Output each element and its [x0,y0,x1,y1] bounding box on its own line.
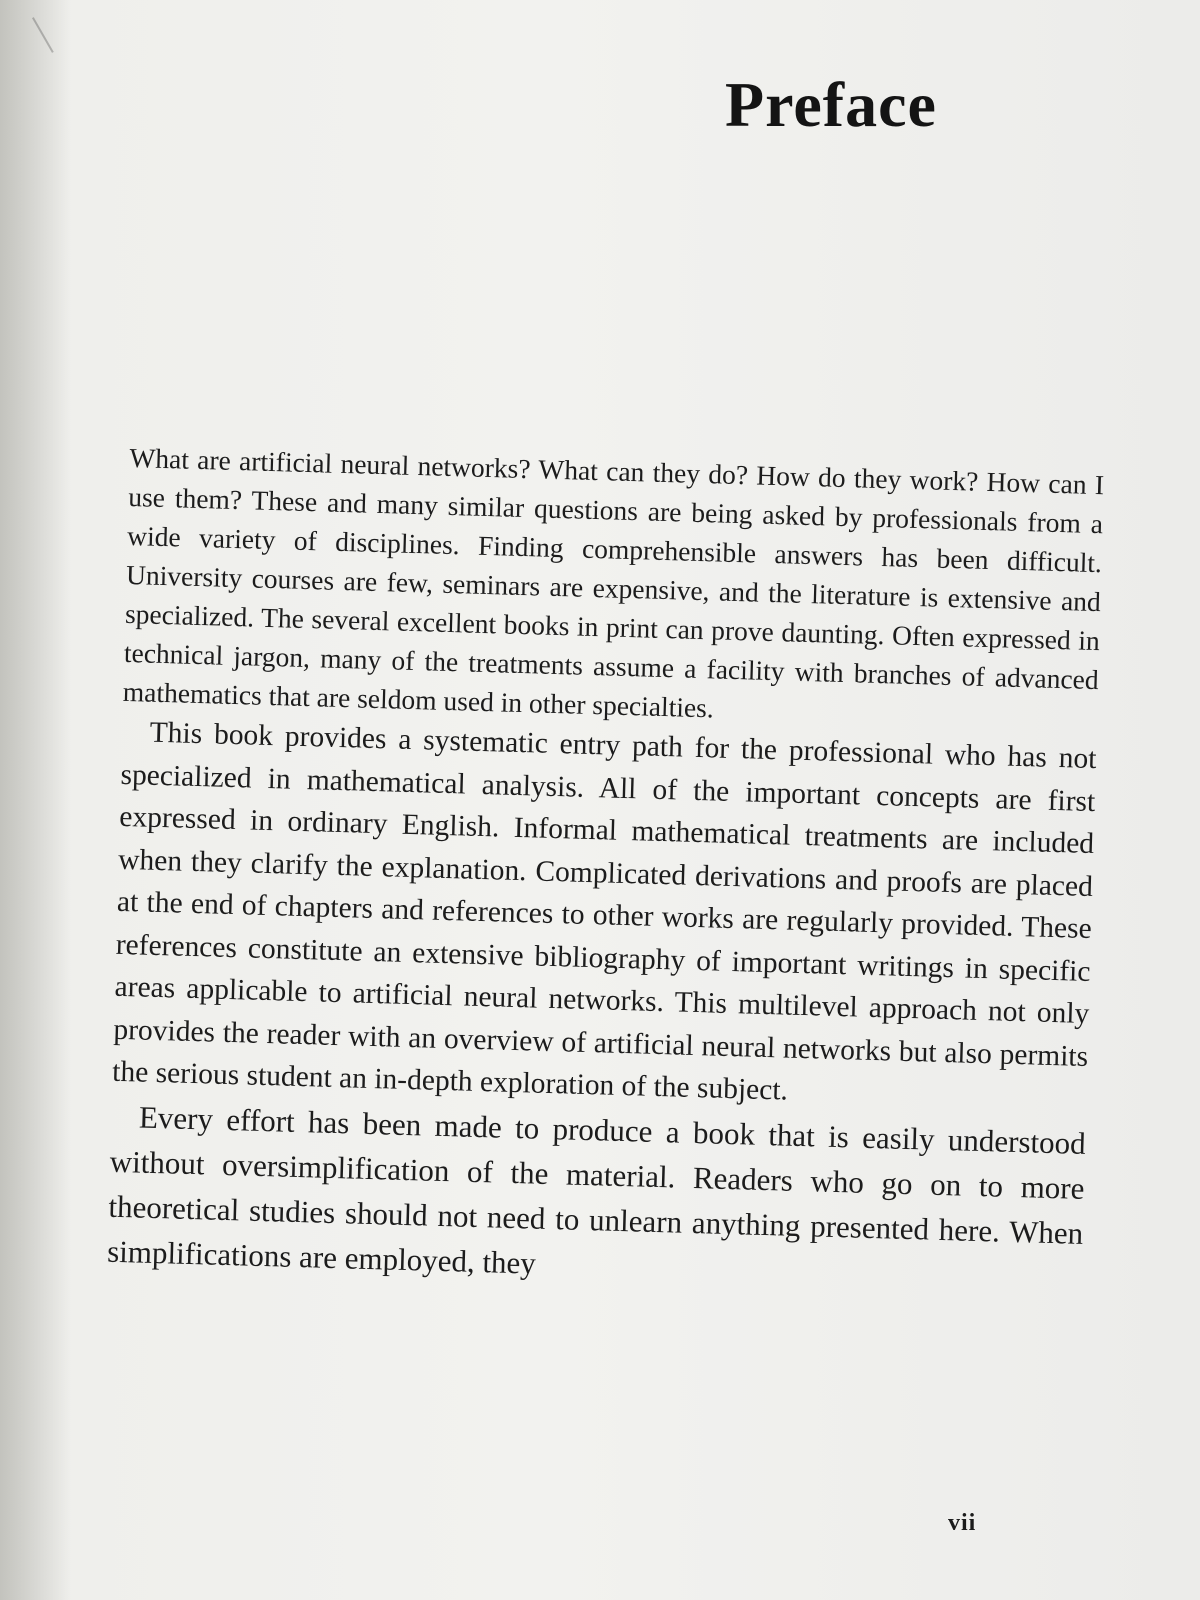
preface-body [107,438,1105,1300]
show-through-text [150,0,1130,300]
paragraph-2: This book provides a systematic entry path for the professional who has not specialized in mathematical analysis. All of the important concepts are first expressed in ordinary English. Informal mathematical treatments are included when they clarify the explanation. Complicated derivations and proofs are placed at the end of chapters and references to other works are regularly provided. These references constitute an extensive bibliography of important writings in specific areas applicable to artificial neural networks. This multilevel approach not only provides the reader with an overview of artificial neural networks but also permits the serious student an in-depth exploration of the subject. [111,716,1097,1107]
page-title: Preface [725,69,937,140]
gutter-shadow [0,0,70,1600]
page-number: vii [948,1510,977,1536]
paragraph-1: What are artificial neural networks? What can they do? How do they work? How can I use them? These and many similar questions are being asked by professionals from a wide variety of disciplines. Finding comprehensible answers has been difficult. University courses are few, seminars are expensive, and the literature is extensive and specialized. The several excellent books in print can prove daunting. Often expressed in technical jargon, many of the treatments assume a facility with branches of advanced mathematics that are seldom used in other specialties. [122,441,1105,724]
paragraph-3: Every effort has been made to produce a book that is easily understood without oversimplification of the material. Readers who go on to more theoretical studies should not need to unlearn anything presented here. When simplifications are employed, they [106,1099,1087,1281]
